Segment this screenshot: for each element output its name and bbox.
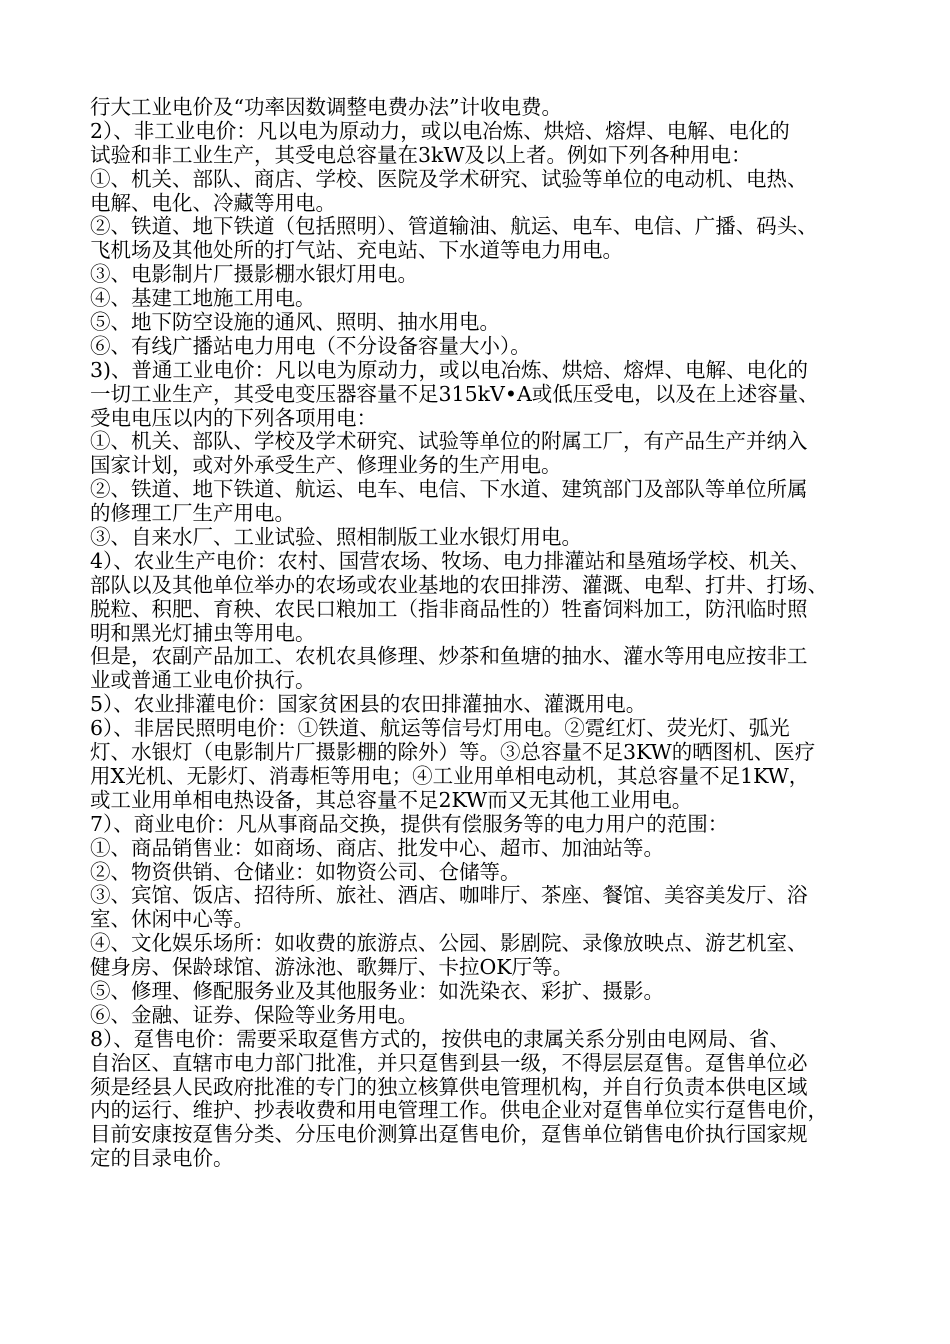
document-page (90, 96, 890, 1171)
text-line: ②、物资供销、仓储业：如物资公司、仓储等。 (90, 859, 521, 884)
text-line: ①、机关、部队、商店、学校、医院及学术研究、试验等单位的电动机、电热、 (90, 166, 808, 191)
text-line: 行大工业电价及“功率因数调整电费办法”计收电费。 (90, 95, 562, 119)
text-line: 明和黑光灯捕虫等用电。 (90, 620, 316, 645)
text-line: 自治区、直辖市电力部门批准，并只趸售到县一级，不得层层趸售。趸售单位必 (90, 1050, 808, 1075)
text-line: 或工业用单相电热设备，其总容量不足2KW而又无其他工业用电。 (90, 787, 693, 812)
text-line: ④、基建工地施工用电。 (90, 286, 316, 311)
text-line: 国家计划，或对外承受生产、修理业务的生产用电。 (90, 453, 562, 478)
text-line: 2）、非工业电价：凡以电为原动力，或以电冶炼、烘焙、熔焊、电解、电化的 (90, 118, 790, 143)
text-line: 电解、电化、冷藏等用电。 (90, 190, 336, 215)
text-line: ⑤、修理、修配服务业及其他服务业：如洗染衣、彩扩、摄影。 (90, 978, 664, 1003)
text-line: ①、商品销售业：如商场、商店、批发中心、超市、加油站等。 (90, 835, 664, 860)
text-line: ③、宾馆、饭店、招待所、旅社、酒店、咖啡厅、茶座、餐馆、美容美发厅、浴 (90, 883, 808, 908)
text-line: ⑥、金融、证券、保险等业务用电。 (90, 1002, 418, 1027)
text-line: 一切工业生产，其受电变压器容量不足315kV•A或低压受电，以及在上述容量、 (90, 381, 819, 406)
text-line: 定的目录电价。 (90, 1146, 234, 1171)
text-line: 内的运行、维护、抄表收费和用电管理工作。供电企业对趸售单位实行趸售电价， (90, 1098, 828, 1123)
text-line: 灯、水银灯（电影制片厂摄影棚的除外）等。③总容量不足3KW的晒图机、医疗 (90, 740, 816, 765)
text-line: ①、机关、部队、学校及学术研究、试验等单位的附属工厂，有产品生产并纳入 (90, 429, 808, 454)
text-line: 用X光机、无影灯、消毒柜等用电；④工业用单相电动机，其总容量不足1KW， (90, 763, 810, 788)
text-line: 须是经县人民政府批准的专门的独立核算供电管理机构，并自行负责本供电区域 (90, 1074, 808, 1099)
text-line: ③、自来水厂、工业试验、照相制版工业水银灯用电。 (90, 525, 582, 550)
text-line: 脱粒、积肥、育秧、农民口粮加工（指非商品性的）牲畜饲料加工，防汛临时照 (90, 596, 808, 621)
text-line: 健身房、保龄球馆、游泳池、歌舞厅、卡拉OK厅等。 (90, 955, 574, 980)
text-line: 受电电压以内的下列各项用电： (90, 405, 377, 430)
text-line: 6）、非居民照明电价：①铁道、航运等信号灯用电。②霓红灯、荧光灯、弧光 (90, 716, 790, 741)
text-line: 3)、普通工业电价：凡以电为原动力，或以电冶炼、烘焙、熔焊、电解、电化的 (90, 357, 809, 382)
text-line: 目前安康按趸售分类、分压电价测算出趸售电价，趸售单位销售电价执行国家规 (90, 1122, 808, 1147)
text-line: 4）、农业生产电价：农村、国营农场、牧场、电力排灌站和垦殖场学校、机关、 (90, 548, 811, 573)
text-line: 室、休闲中心等。 (90, 907, 254, 932)
text-line: 5）、农业排灌电价：国家贫困县的农田排灌抽水、灌溉用电。 (90, 692, 647, 717)
text-line: ③、电影制片厂摄影棚水银灯用电。 (90, 262, 418, 287)
text-line: ②、铁道、地下铁道（包括照明）、管道输油、航运、电车、电信、广播、码头、 (90, 214, 818, 239)
text-line: ⑥、有线广播站电力用电（不分设备容量大小）。 (90, 333, 531, 358)
text-line: 业或普通工业电价执行。 (90, 668, 316, 693)
text-line: 但是，农副产品加工、农机农具修理、炒茶和鱼塘的抽水、灌水等用电应按非工 (90, 644, 808, 669)
text-line: ②、铁道、地下铁道、航运、电车、电信、下水道、建筑部门及部队等单位所属 (90, 477, 808, 502)
text-line: 部队以及其他单位举办的农场或农业基地的农田排涝、灌溉、电犁、打井、打场、 (90, 572, 828, 597)
text-line: 飞机场及其他处所的打气站、充电站、下水道等电力用电。 (90, 238, 623, 263)
text-line: ④、文化娱乐场所：如收费的旅游点、公园、影剧院、录像放映点、游艺机室、 (90, 931, 808, 956)
text-line: 8）、趸售电价：需要采取趸售方式的，按供电的隶属关系分别由电网局、省、 (90, 1026, 790, 1051)
text-line: ⑤、地下防空设施的通风、照明、抽水用电。 (90, 310, 500, 335)
text-line: 试验和非工业生产，其受电总容量在3kW及以上者。例如下列各种用电： (90, 142, 752, 167)
text-line: 7）、商业电价：凡从事商品交换，提供有偿服务等的电力用户的范围： (90, 811, 729, 836)
text-line: 的修理工厂生产用电。 (90, 501, 295, 526)
